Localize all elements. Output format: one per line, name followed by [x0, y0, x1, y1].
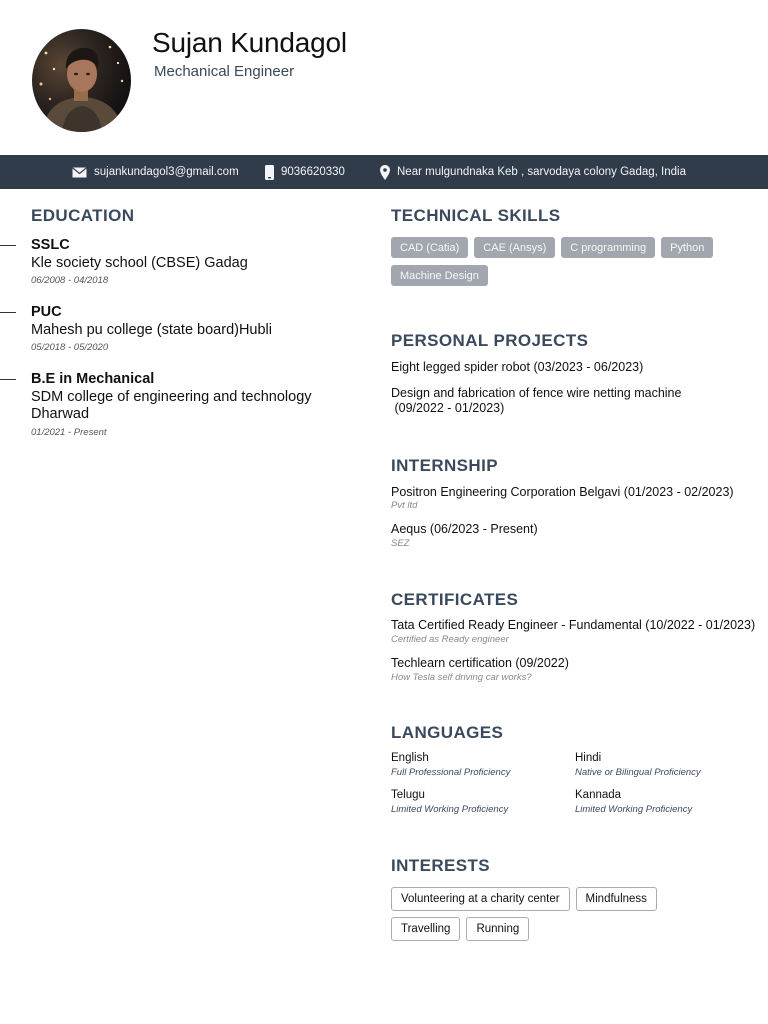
edu-dates: 05/2018 - 05/2020 [31, 342, 109, 353]
timeline-dash [0, 379, 16, 380]
project-item: Design and fabrication of fence wire netting machine [391, 386, 682, 400]
skills-heading: TECHNICAL SKILLS [391, 206, 561, 225]
interests-heading: INTERESTS [391, 856, 491, 875]
certificate-title: Techlearn certification (09/2022) [391, 656, 569, 670]
skills-row [391, 265, 488, 286]
interests-row [391, 887, 657, 911]
interest-chip: Mindfulness [576, 887, 657, 911]
contact-phone[interactable] [265, 155, 345, 189]
education-entry [0, 304, 360, 359]
language-name: Kannada [575, 789, 622, 801]
interest-chip: Volunteering at a charity center [391, 887, 570, 911]
skill-chip: CAE (Ansys) [474, 237, 555, 258]
interest-chip: Running [466, 917, 529, 941]
certificate-sub: How Tesla self driving car works? [391, 672, 532, 683]
avatar [32, 29, 131, 132]
phone-text: 9036620330 [281, 166, 345, 178]
education-heading: EDUCATION [31, 206, 135, 225]
projects-heading: PERSONAL PROJECTS [391, 331, 589, 350]
language-level: Limited Working Proficiency [575, 804, 693, 815]
phone-icon [265, 165, 274, 180]
profile-photo [32, 29, 131, 132]
edu-degree: B.E in Mechanical [31, 371, 155, 387]
language-level: Full Professional Proficiency [391, 767, 511, 778]
envelope-icon [72, 167, 87, 178]
internship-title: Aequs (06/2023 - Present) [391, 522, 538, 536]
internship-title: Positron Engineering Corporation Belgavi (01/2023 - 02/2023) [391, 485, 734, 499]
contact-email[interactable] [72, 155, 239, 189]
edu-school: Mahesh pu college (state board)Hubli [31, 322, 272, 338]
languages-heading: LANGUAGES [391, 723, 504, 742]
interest-chip: Travelling [391, 917, 460, 941]
address-text: Near mulgundnaka Keb , sarvodaya colony Gadag, India [397, 166, 686, 178]
edu-dates: 01/2021 - Present [31, 427, 107, 438]
project-item: Eight legged spider robot (03/2023 - 06/2023) [391, 360, 644, 374]
contact-address [380, 155, 686, 189]
timeline-dash [0, 245, 16, 246]
resume-header [0, 0, 768, 155]
certificate-sub: Certified as Ready engineer [391, 634, 509, 645]
edu-school: Kle society school (CBSE) Gadag [31, 255, 248, 271]
edu-school: SDM college of engineering and technology Dharwad [31, 389, 312, 422]
project-dates: (09/2022 - 01/2023) [391, 401, 505, 415]
email-text: sujankundagol3@gmail.com [94, 166, 239, 178]
edu-degree: PUC [31, 304, 62, 320]
language-level: Limited Working Proficiency [391, 804, 509, 815]
internship-sub: Pvt ltd [391, 500, 418, 511]
skill-chip: Machine Design [391, 265, 488, 286]
person-name: Sujan Kundagol [152, 27, 347, 58]
contact-bar [0, 155, 768, 189]
certificate-title: Tata Certified Ready Engineer - Fundamental (10/2022 - 01/2023) [391, 618, 756, 632]
job-title: Mechanical Engineer [154, 63, 295, 80]
skill-chip: Python [661, 237, 713, 258]
internship-sub: SEZ [391, 538, 410, 549]
certificates-heading: CERTIFICATES [391, 590, 519, 609]
language-level: Native or Bilingual Proficiency [575, 767, 701, 778]
interests-row [391, 917, 529, 941]
education-entry [0, 237, 360, 292]
skill-chip: CAD (Catia) [391, 237, 468, 258]
skill-chip: C programming [561, 237, 655, 258]
internship-heading: INTERNSHIP [391, 456, 498, 475]
timeline-dash [0, 312, 16, 313]
location-pin-icon [380, 165, 390, 180]
edu-dates: 06/2008 - 04/2018 [31, 275, 109, 286]
education-entry [0, 371, 360, 443]
edu-degree: SSLC [31, 237, 70, 253]
skills-row [391, 237, 713, 258]
language-name: English [391, 752, 429, 764]
language-name: Hindi [575, 752, 602, 764]
language-name: Telugu [391, 789, 425, 801]
